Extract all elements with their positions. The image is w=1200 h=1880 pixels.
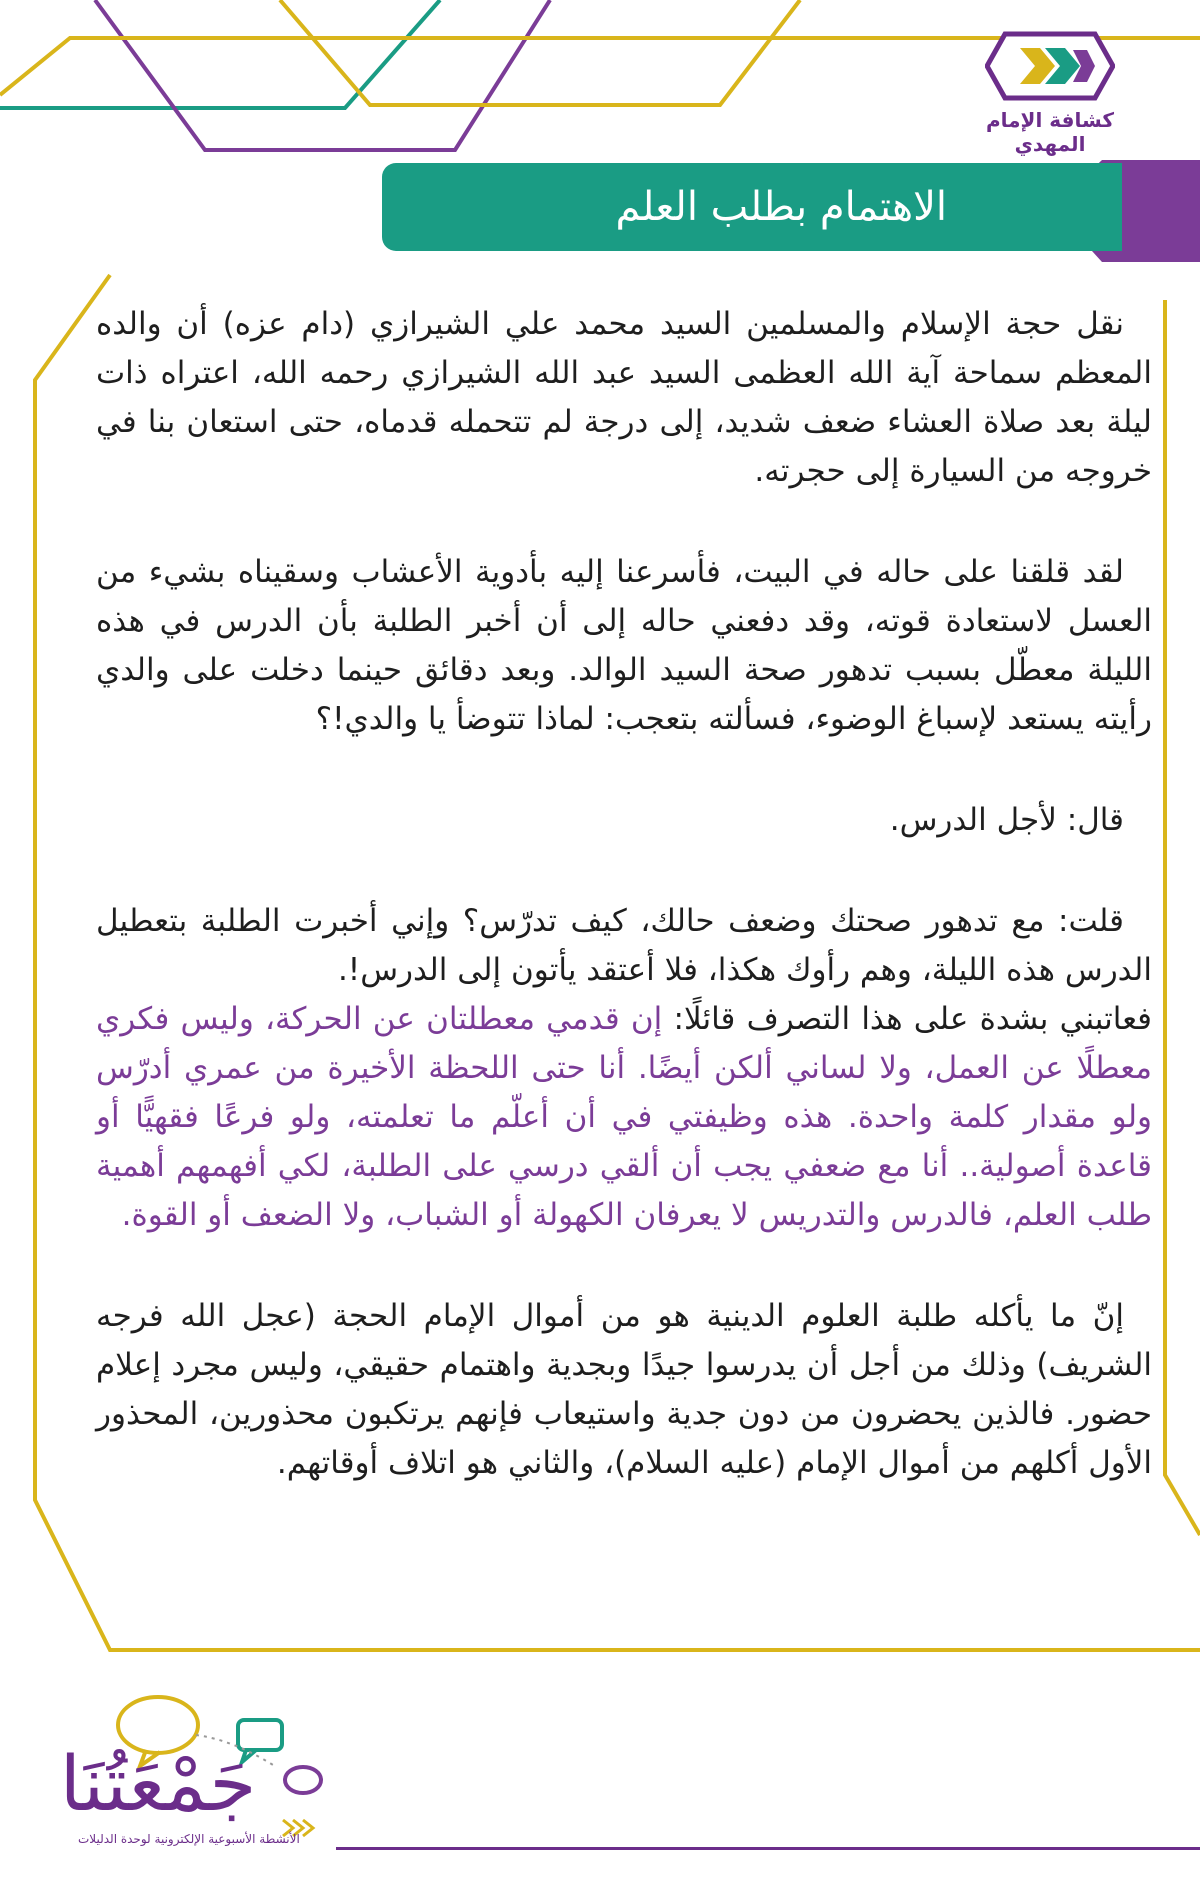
- quote-text: إن قدمي معطلتان عن الحركة، وليس فكري معطلًا عن العمل، ولا لساني ألكن أيضًا. أنا حتى اللحظة الأخيرة من عمري أدرّس ولو مقدار كلمة واحدة. هذه وظيفتي في أن أعلّم ما تعلمته، ولو فرعًا فقهيًّا أو قاعدة أصولية.. أنا مع ضعفي يجب أن ألقي درسي على الطلبة، لكي أفهمهم أهمية طلب العلم، فالدرس والتدريس لا يعرفان الكهولة أو الشباب، ولا الضعف أو القوة.: [96, 1001, 1152, 1233]
- footer-tagline: الأنشطة الأسبوعية الإلكترونية لوحدة الدليلات: [78, 1832, 300, 1846]
- paragraph-2: لقد قلقنا على حاله في البيت، فأسرعنا إليه بأدوية الأعشاب وسقيناه بشيء من العسل لاستعادة قوته، وقد دفعني حاله إلى أن أخبر الطلبة بأن الدرس في هذه الليلة معطّل بسبب تدهور صحة السيد الوالد. وبعد دقائق حينما دخلت على والدي رأيته يستعد لإسباغ الوضوء، فسألته بتعجب: لماذا تتوضأ يا والدي!؟: [96, 554, 1152, 737]
- footer-brand: جَمْعَتُنَا: [59, 1739, 257, 1828]
- page-title: الاهتمام بطلب العلم: [615, 184, 947, 230]
- paragraph-6: إنّ ما يأكله طلبة العلوم الدينية هو من أموال الإمام الحجة (عجل الله فرجه الشريف) وذلك من أجل أن يدرسوا جيدًا وبجدية واهتمام حقيقي، وليس مجرد إعلام حضور. فالذين يحضرون من دون جدية واستيعاب فإنهم يرتكبون محذورين، المحذور الأول أكلهم من أموال الإمام (عليه السلام)، والثاني هو اتلاف أوقاتهم.: [96, 1298, 1152, 1481]
- paragraph-5: [96, 995, 1152, 1240]
- footer-divider: [336, 1847, 1200, 1850]
- paragraph-5-intro: فعاتبني بشدة على هذا التصرف قائلًا:: [662, 1001, 1152, 1037]
- paragraph-4: قلت: مع تدهور صحتك وضعف حالك، كيف تدرّس؟ وإني أخبرت الطلبة بتعطيل الدرس هذه الليلة، وهم رأوك هكذا، فلا أعتقد يأتون إلى الدرس!.: [96, 903, 1152, 988]
- org-logo: [950, 30, 1150, 156]
- paragraph-1: نقل حجة الإسلام والمسلمين السيد محمد علي الشيرازي (دام عزه) أن والده المعظم سماحة آية الله العظمى السيد عبد الله الشيرازي رحمه الله، اعتراه ذات ليلة بعد صلاة العشاء ضعف شديد، إلى درجة لم تتحمله قدماه، حتى استعان بنا في خروجه من السيارة إلى حجرته.: [96, 306, 1152, 489]
- scout-emblem-icon: [985, 30, 1115, 102]
- paragraph-3: قال: لأجل الدرس.: [889, 802, 1124, 838]
- title-banner: [382, 163, 1122, 251]
- org-name: كشافة الإمام المهدي: [986, 108, 1114, 156]
- article-body: [96, 300, 1152, 1540]
